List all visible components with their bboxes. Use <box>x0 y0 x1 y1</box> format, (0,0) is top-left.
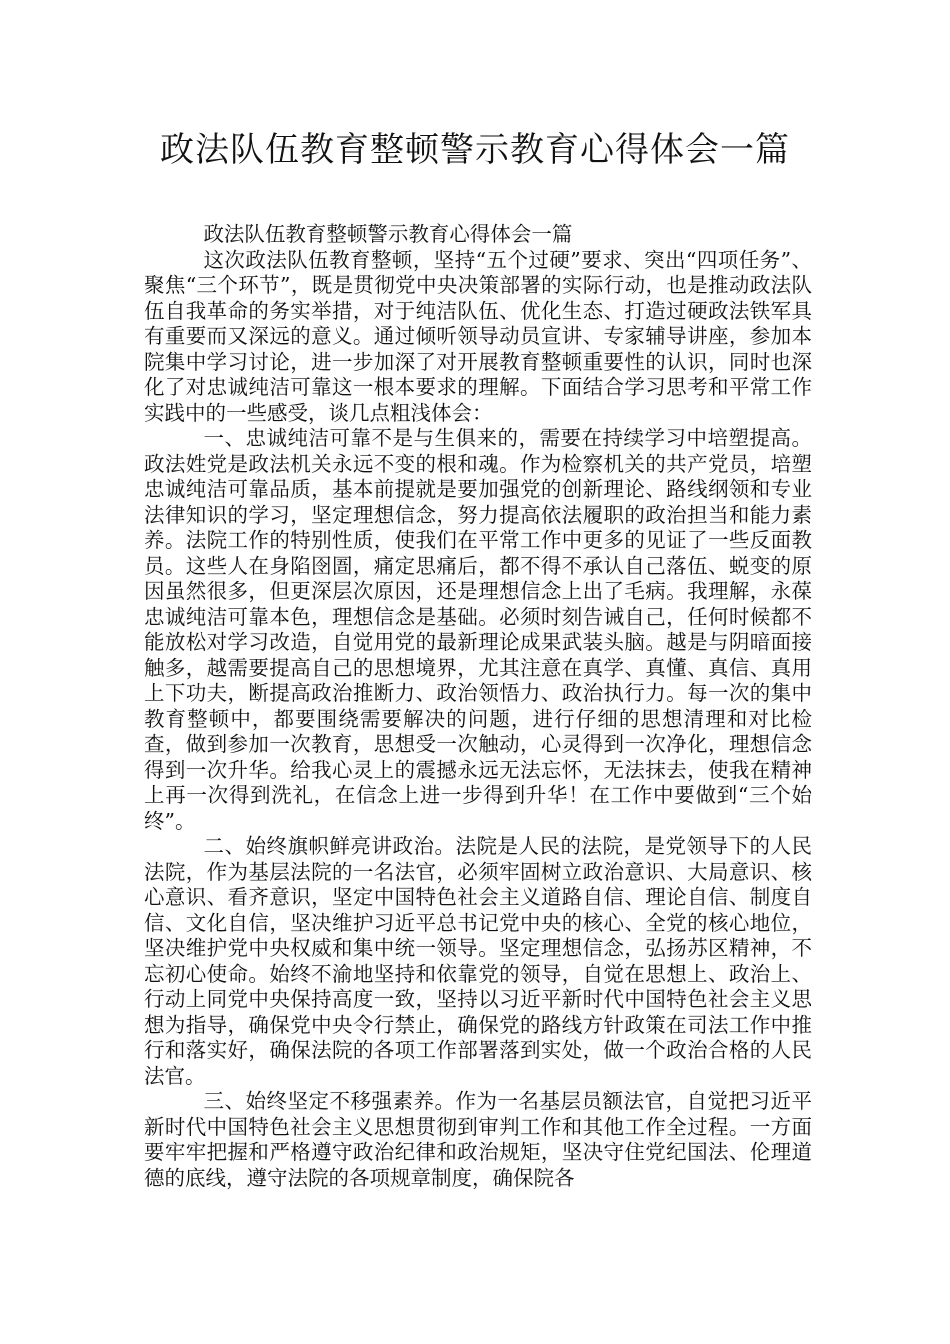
document-title: 政法队伍教育整顿警示教育心得体会一篇 <box>160 130 790 170</box>
paragraph-section-3: 三、始终坚定不移强素养。作为一名基层员额法官，自觉把习近平新时代中国特色社会主义思想贯彻到审判工作和其他工作全过程。一方面要牢牢把握和严格遵守政治纪律和政治规矩，坚决守住党纪国法、伦理道德的底线，遵守法院的各项规章制度，确保院各 <box>144 1089 812 1190</box>
document-body <box>144 222 812 1191</box>
paragraph-section-1: 一、忠诚纯洁可靠不是与生俱来的，需要在持续学习中培塑提高。政法姓党是政法机关永远不变的根和魂。作为检察机关的共产党员，培塑忠诚纯洁可靠品质，基本前提就是要加强党的创新理论、路线纲领和专业法律知识的学习，坚定理想信念，努力提高依法履职的政治担当和能力素养。法院工作的特别性质，使我们在平常工作中更多的见证了一些反面教员。这些人在身陷囹圄，痛定思痛后，都不得不承认自己落伍、蜕变的原因虽然很多，但更深层次原因，还是理想信念上出了毛病。我理解，永葆忠诚纯洁可靠本色，理想信念是基础。必须时刻告诫自己，任何时候都不能放松对学习改造，自觉用党的最新理论成果武装头脑。越是与阴暗面接触多，越需要提高自己的思想境界，尤其注意在真学、真懂、真信、真用上下功夫，断提高政治推断力、政治领悟力、政治执行力。每一次的集中教育整顿中，都要围绕需要解决的问题，进行仔细的思想清理和对比检查，做到参加一次教育，思想受一次触动，心灵得到一次净化，理想信念得到一次升华。给我心灵上的震撼永远无法忘怀，无法抹去，使我在精神上再一次得到洗礼，在信念上进一步得到升华！在工作中要做到“三个始终”。 <box>144 426 812 833</box>
paragraph-section-2: 二、始终旗帜鲜亮讲政治。法院是人民的法院，是党领导下的人民法院，作为基层法院的一名法官，必须牢固树立政治意识、大局意识、核心意识、看齐意识，坚定中国特色社会主义道路自信、理论自信、制度自信、文化自信，坚决维护习近平总书记党中央的核心、全党的核心地位，坚决维护党中央权威和集中统一领导。坚定理想信念，弘扬苏区精神，不忘初心使命。始终不渝地坚持和依靠党的领导，自觉在思想上、政治上、行动上同党中央保持高度一致，坚持以习近平新时代中国特色社会主义思想为指导，确保党中央令行禁止，确保党的路线方针政策在司法工作中推行和落实好，确保法院的各项工作部署落到实处，做一个政治合格的人民法官。 <box>144 834 812 1088</box>
paragraph-intro: 这次政法队伍教育整顿，坚持“五个过硬”要求、突出“四项任务”、聚焦“三个环节”，既是贯彻党中央决策部署的实际行动，也是推动政法队伍自我革命的务实举措，对于纯洁队伍、优化生态、打造过硬政法铁军具有重要而又深远的意义。通过倾听领导动员宣讲、专家辅导讲座，参加本院集中学习讨论，进一步加深了对开展教育整顿重要性的认识，同时也深化了对忠诚纯洁可靠这一根本要求的理解。下面结合学习思考和平常工作实践中的一些感受，谈几点粗浅体会： <box>144 247 812 425</box>
paragraph-subtitle: 政法队伍教育整顿警示教育心得体会一篇 <box>203 222 573 246</box>
